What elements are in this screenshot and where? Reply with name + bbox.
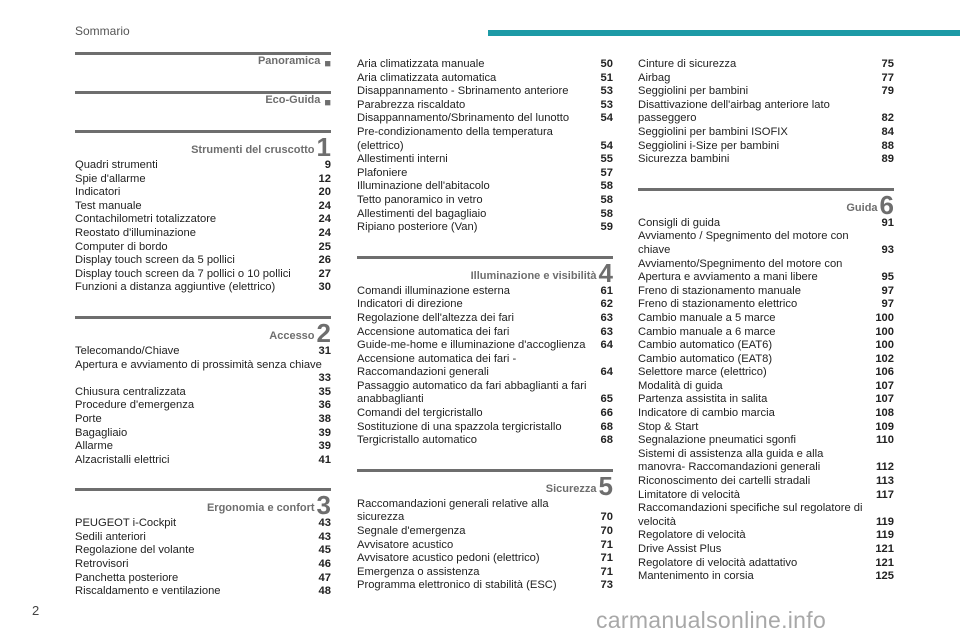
section-header (75, 488, 331, 521)
toc-entry[interactable] (638, 298, 894, 312)
entry-page: 20 (318, 186, 331, 199)
entry-title: Regolazione del volante (75, 544, 195, 557)
entry-title: Freno di stazionamento manuale (638, 284, 801, 297)
entry-title: Computer di bordo (75, 240, 168, 253)
toc-entry[interactable] (638, 285, 894, 299)
toc-entry[interactable] (638, 529, 894, 543)
toc-entry[interactable] (75, 359, 331, 373)
toc-entry[interactable] (638, 543, 894, 557)
toc-entry[interactable] (357, 552, 613, 566)
toc-section (75, 488, 331, 599)
entry-page: 41 (318, 453, 331, 466)
watermark: carmanualsonline.info (596, 607, 827, 633)
entry-title: Regolazione dell'altezza dei fari (357, 311, 514, 324)
entry-page: 58 (600, 207, 613, 220)
toc-entry[interactable] (75, 386, 331, 400)
entry-page: 57 (600, 166, 613, 179)
entry-title: Aria climatizzata automatica (357, 71, 497, 84)
entry-page: 51 (600, 71, 613, 84)
entry-page: 46 (318, 558, 331, 571)
entry-title: Telecomando/Chiave (75, 344, 180, 357)
entry-title: Tergicristallo automatico (357, 434, 478, 447)
entry-page: 108 (875, 407, 894, 420)
toc-entry[interactable] (75, 213, 331, 227)
entry-page: 68 (600, 434, 613, 447)
toc-entry[interactable] (638, 99, 894, 126)
entry-page: 61 (600, 284, 613, 297)
toc-entry[interactable] (638, 339, 894, 353)
entry-title: Regolatore di velocità (638, 529, 746, 542)
section-header (75, 316, 331, 348)
toc-entry[interactable] (638, 489, 894, 503)
entry-page: 26 (318, 254, 331, 267)
entry-page: 39 (318, 440, 331, 453)
entry-title: Comandi illuminazione esterna (357, 284, 510, 297)
entry-page: 109 (875, 420, 894, 433)
toc-entry[interactable] (357, 99, 613, 113)
toc-entry[interactable] (638, 393, 894, 407)
entry-title: Regolatore di velocità adattativo (638, 556, 798, 569)
section-header (75, 130, 331, 162)
entry-title: Display touch screen da 7 pollici o 10 pollici (75, 267, 291, 280)
entry-title: Accensione automatica dei fari (357, 325, 510, 338)
entry-title: Illuminazione dell'abitacolo (357, 180, 490, 193)
entry-title: Consigli di guida (638, 216, 721, 229)
entry-title: Modalità di guida (638, 379, 723, 392)
toc-entry[interactable] (638, 353, 894, 367)
entry-title: Indicatori (75, 186, 121, 199)
toc-entry[interactable] (357, 112, 613, 126)
entry-title: Allarme (75, 440, 113, 453)
toc-entry[interactable] (638, 140, 894, 154)
entry-page: 9 (324, 159, 331, 171)
entry-title: Spie d'allarme (75, 172, 146, 185)
section-number: 5 (598, 470, 613, 501)
entry-page: 63 (600, 325, 613, 338)
toc-section (357, 256, 613, 448)
entry-page: 24 (318, 226, 331, 239)
section-title: Sicurezza (545, 482, 597, 495)
toc-entry[interactable] (75, 281, 331, 295)
entry-page: 71 (600, 538, 613, 551)
entry-title: Programma elettronico di stabilità (ESC) (357, 579, 557, 592)
entry-page: 107 (875, 379, 894, 392)
entry-page: 64 (600, 366, 613, 379)
entry-page: 97 (881, 298, 894, 311)
entry-page: 125 (875, 570, 894, 583)
entry-title: Indicatori di direzione (357, 298, 463, 311)
entry-title: Chiusura centralizzata (75, 385, 186, 398)
entry-page: 43 (318, 530, 331, 543)
entry-title: Segnale d'emergenza (357, 525, 466, 538)
toc-entry[interactable] (75, 399, 331, 413)
entry-page: 100 (875, 311, 894, 324)
entry-page: 82 (881, 112, 894, 125)
entry-title: Cinture di sicurezza (638, 58, 737, 70)
entry-page: 119 (875, 529, 894, 542)
entry-page: 121 (875, 543, 894, 555)
entry-page: 25 (318, 240, 331, 253)
toc-entry[interactable] (638, 72, 894, 86)
entry-title: Aria climatizzata manuale (357, 58, 485, 70)
toc-section (357, 469, 613, 593)
entry-title: Riconoscimento dei cartelli stradali (638, 475, 811, 488)
toc-entry[interactable] (638, 557, 894, 571)
entry-page: 38 (318, 412, 331, 425)
entry-title: Partenza assistita in salita (638, 393, 768, 406)
entry-title: Test manuale (75, 199, 142, 212)
entry-title: Riscaldamento e ventilazione (75, 585, 221, 598)
entry-title: Stop & Start (638, 420, 699, 433)
section-number: 2 (316, 317, 331, 348)
section-title: Guida (846, 201, 878, 214)
toc-section (75, 316, 331, 467)
toc-column-1 (75, 52, 331, 620)
toc-entry[interactable] (75, 268, 331, 282)
entry-title: Alzacristalli elettrici (75, 453, 170, 466)
toc-entry[interactable] (75, 544, 331, 558)
entry-title: Raccomandazioni generali relative alla sicurezza (357, 497, 549, 524)
toc-entry[interactable] (357, 421, 613, 435)
section-header (638, 188, 894, 220)
entry-page: 79 (881, 85, 894, 98)
entry-page: 53 (600, 98, 613, 111)
toc-entry[interactable] (357, 298, 613, 312)
toc-entry[interactable] (357, 126, 613, 153)
toc-entry[interactable] (357, 221, 613, 235)
entry-page: 12 (318, 172, 331, 185)
toc-entry[interactable] (75, 200, 331, 214)
entry-title: Cambio manuale a 5 marce (638, 311, 776, 324)
toc-entry[interactable] (75, 241, 331, 255)
entry-title: Comandi del tergicristallo (357, 407, 483, 420)
toc-entry[interactable] (75, 572, 331, 586)
entry-page: 112 (875, 461, 894, 474)
entry-title: Sedili anteriori (75, 530, 146, 543)
entry-title: Segnalazione pneumatici sgonfi (638, 434, 796, 447)
entry-page: 63 (600, 311, 613, 324)
entry-page: 47 (318, 571, 331, 584)
section-number: 6 (879, 189, 894, 220)
toc-entry[interactable] (75, 517, 331, 531)
entry-title: Drive Assist Plus (638, 543, 722, 555)
entry-page: 62 (600, 298, 613, 311)
toc-entry[interactable] (75, 413, 331, 427)
entry-title: Retrovisori (75, 558, 129, 571)
toc-entry[interactable] (357, 208, 613, 222)
page-number: 2 (32, 603, 40, 618)
toc-entry[interactable] (75, 558, 331, 572)
section-number: 1 (316, 132, 331, 162)
toc-entry[interactable] (357, 85, 613, 99)
toc-entry[interactable] (75, 372, 331, 386)
toc-entry[interactable] (75, 254, 331, 268)
toc-entry[interactable] (638, 153, 894, 167)
entry-title: Sistemi di assistenza alla guida e alla manovra- Raccomandazioni generali (638, 447, 824, 474)
entry-title: Porte (75, 412, 102, 425)
toc-section (638, 188, 894, 584)
entry-page: 39 (318, 426, 331, 439)
entry-title: Display touch screen da 5 pollici (75, 254, 235, 267)
toc-column-2 (357, 58, 613, 614)
entry-title: Airbag (638, 71, 671, 84)
entry-title: Avviamento / Spegnimento del motore con chiave (638, 230, 849, 256)
toc-entry[interactable] (357, 380, 613, 407)
toc-entry[interactable] (357, 566, 613, 580)
section-number: 4 (598, 257, 613, 288)
toc-section (75, 91, 331, 109)
section-number: 3 (316, 490, 331, 521)
entry-title: Bagagliaio (75, 426, 128, 439)
section-title: Ergonomia e confort (206, 502, 315, 515)
entry-title: Parabrezza riscaldato (357, 98, 466, 111)
section-header (357, 256, 613, 288)
toc-entry[interactable] (357, 326, 613, 340)
entry-page: 95 (881, 271, 894, 284)
toc-entry[interactable] (357, 167, 613, 181)
toc-entry[interactable] (357, 498, 613, 525)
toc-entry[interactable] (638, 434, 894, 448)
entry-page: 43 (318, 517, 331, 530)
toc-entry[interactable] (638, 58, 894, 72)
entry-page: 31 (318, 344, 331, 357)
entry-page: 97 (881, 284, 894, 297)
entry-title: Cambio automatico (EAT6) (638, 339, 773, 352)
entry-title: Reostato d'illuminazione (75, 226, 196, 239)
toc-entry[interactable] (638, 126, 894, 140)
entry-title: Procedure d'emergenza (75, 399, 195, 412)
entry-title: Emergenza o assistenza (357, 565, 480, 578)
entry-title: Disattivazione dell'airbag anteriore lato passeggero (638, 98, 830, 125)
toc-entry[interactable] (75, 531, 331, 545)
toc-entry[interactable] (638, 217, 894, 231)
entry-title: Seggiolini per bambini ISOFIX (638, 125, 788, 138)
entry-page: 54 (600, 139, 613, 152)
section-title: Accesso (269, 329, 315, 342)
toc-entry[interactable] (638, 366, 894, 380)
entry-title: Plafoniere (357, 166, 408, 179)
section-header (75, 52, 331, 70)
toc-entry[interactable] (638, 312, 894, 326)
entry-title: Contachilometri totalizzatore (75, 213, 217, 226)
entry-title: Avvisatore acustico (357, 538, 454, 551)
entry-title: Avviamento/Spegnimento del motore con Apertura e avviamento a mani libere (638, 257, 843, 284)
entry-page: 110 (875, 434, 894, 447)
entry-page: 30 (318, 281, 331, 294)
entry-page: 106 (875, 366, 894, 379)
entry-title: Guide-me-home e illuminazione d'accoglienza (357, 339, 586, 352)
entry-page: 100 (875, 339, 894, 352)
toc-entry[interactable] (357, 353, 613, 380)
toc-entry[interactable] (357, 58, 613, 72)
toc-entry[interactable] (357, 539, 613, 553)
entry-page: 59 (600, 221, 613, 234)
entry-title: Tetto panoramico in vetro (357, 193, 483, 206)
toc-entry[interactable] (357, 407, 613, 421)
entry-page: 66 (600, 407, 613, 420)
entry-page: 88 (881, 139, 894, 152)
entry-page: 24 (318, 199, 331, 212)
entry-page: 107 (875, 393, 894, 406)
toc-entry[interactable] (638, 326, 894, 340)
entry-title: PEUGEOT i-Cockpit (75, 517, 177, 530)
toc-entry[interactable] (357, 339, 613, 353)
entry-page: 48 (318, 585, 331, 598)
toc-section (357, 58, 613, 235)
entry-title: Disappannamento - Sbrinamento anteriore (357, 85, 569, 98)
section-header (75, 91, 331, 109)
entry-page: 33 (318, 372, 331, 385)
entry-page: 24 (318, 213, 331, 226)
entry-title: Allestimenti interni (357, 153, 448, 166)
square-marker-icon: ■ (324, 97, 331, 109)
entry-title: Quadri strumenti (75, 159, 158, 171)
toc-section (638, 58, 894, 167)
section-title: Eco-Guida (265, 94, 321, 106)
entry-page: 121 (875, 556, 894, 569)
entry-page: 75 (881, 58, 894, 70)
entry-title: Panchetta posteriore (75, 571, 179, 584)
entry-page: 91 (881, 216, 894, 229)
entry-title: Limitatore di velocità (638, 488, 740, 501)
entry-title: Mantenimento in corsia (638, 570, 754, 583)
entry-page: 36 (318, 399, 331, 412)
entry-title: Seggiolini per bambini (638, 85, 749, 98)
page-header-title: Sommario (75, 24, 130, 38)
entry-page: 71 (600, 565, 613, 578)
entry-page: 68 (600, 420, 613, 433)
entry-title: Seggiolini i-Size per bambini (638, 139, 780, 152)
entry-page: 113 (875, 475, 894, 488)
entry-page: 58 (600, 180, 613, 193)
toc-entry[interactable] (357, 72, 613, 86)
toc-entry[interactable] (638, 85, 894, 99)
entry-title: Passaggio automatico da fari abbaglianti a fari anabbaglianti (357, 379, 587, 406)
section-title: Strumenti del cruscotto (191, 144, 315, 156)
entry-title: Disappannamento/Sbrinamento del lunotto (357, 112, 570, 125)
entry-page: 53 (600, 85, 613, 98)
toc-entry[interactable] (638, 258, 894, 285)
entry-page: 70 (600, 511, 613, 524)
entry-title: Funzioni a distanza aggiuntive (elettrico) (75, 281, 276, 294)
header-accent-bar (488, 30, 960, 36)
entry-title: Pre-condizionamento della temperatura (elettrico) (357, 125, 553, 152)
toc-column-3 (638, 58, 894, 605)
toc-entry[interactable] (357, 579, 613, 593)
entry-title: Avvisatore acustico pedoni (elettrico) (357, 552, 540, 565)
toc-entry[interactable] (75, 173, 331, 187)
entry-page: 27 (318, 267, 331, 280)
toc-entry[interactable] (638, 448, 894, 475)
entry-title: Apertura e avviamento di prossimità senza chiave (75, 358, 322, 371)
toc-entry[interactable] (75, 454, 331, 468)
entry-page: 50 (600, 58, 613, 70)
entry-title: Freno di stazionamento elettrico (638, 298, 798, 311)
entry-page: 45 (318, 544, 331, 557)
entry-page: 70 (600, 525, 613, 538)
entry-page: 117 (875, 488, 894, 501)
entry-page: 102 (875, 352, 894, 365)
toc-section (75, 130, 331, 295)
entry-title: Indicatore di cambio marcia (638, 407, 775, 420)
toc-entry[interactable] (357, 525, 613, 539)
toc-entry[interactable] (638, 570, 894, 584)
section-title: Panoramica (257, 55, 321, 67)
toc-entry[interactable] (357, 312, 613, 326)
entry-page: 73 (600, 579, 613, 592)
section-header (357, 469, 613, 501)
toc-entry[interactable] (638, 407, 894, 421)
entry-page: 64 (600, 339, 613, 352)
toc-entry[interactable] (75, 186, 331, 200)
entry-title: Ripiano posteriore (Van) (357, 221, 478, 234)
toc-entry[interactable] (638, 421, 894, 435)
entry-page: 55 (600, 153, 613, 166)
entry-title: Allestimenti del bagagliaio (357, 207, 487, 220)
entry-page: 100 (875, 325, 894, 338)
toc-entry[interactable] (75, 427, 331, 441)
toc-entry[interactable] (638, 230, 894, 257)
entry-page: 89 (881, 153, 894, 166)
entry-page: 77 (881, 71, 894, 84)
toc-entry[interactable] (357, 180, 613, 194)
toc-entry[interactable] (357, 434, 613, 448)
square-marker-icon: ■ (324, 58, 331, 70)
toc-entry[interactable] (75, 440, 331, 454)
toc-entry[interactable] (75, 227, 331, 241)
entry-page: 84 (881, 125, 894, 138)
entry-title: Selettore marce (elettrico) (638, 366, 767, 379)
entry-title: Cambio automatico (EAT8) (638, 352, 773, 365)
toc-entry[interactable] (357, 194, 613, 208)
toc-entry[interactable] (638, 475, 894, 489)
toc-entry[interactable] (638, 380, 894, 394)
entry-page: 54 (600, 112, 613, 125)
toc-entry[interactable] (75, 345, 331, 359)
toc-entry[interactable] (357, 153, 613, 167)
entry-title: Sicurezza bambini (638, 153, 730, 166)
entry-title: Cambio manuale a 6 marce (638, 325, 776, 338)
entry-title: Sostituzione di una spazzola tergicristallo (357, 420, 562, 433)
toc-section (75, 52, 331, 70)
entry-title: Accensione automatica dei fari - Raccomandazioni generali (357, 352, 517, 379)
section-title: Illuminazione e visibilità (470, 269, 597, 282)
entry-page: 93 (881, 243, 894, 256)
entry-title: Raccomandazioni specifiche sul regolatore di velocità (638, 502, 863, 528)
toc-entry[interactable] (357, 285, 613, 299)
toc-entry[interactable] (75, 585, 331, 599)
entry-page: 35 (318, 385, 331, 398)
entry-page: 58 (600, 193, 613, 206)
toc-entry[interactable] (638, 502, 894, 529)
entry-page: 71 (600, 552, 613, 565)
entry-page: 119 (875, 515, 894, 528)
toc-entry[interactable] (75, 159, 331, 173)
entry-page: 65 (600, 393, 613, 406)
